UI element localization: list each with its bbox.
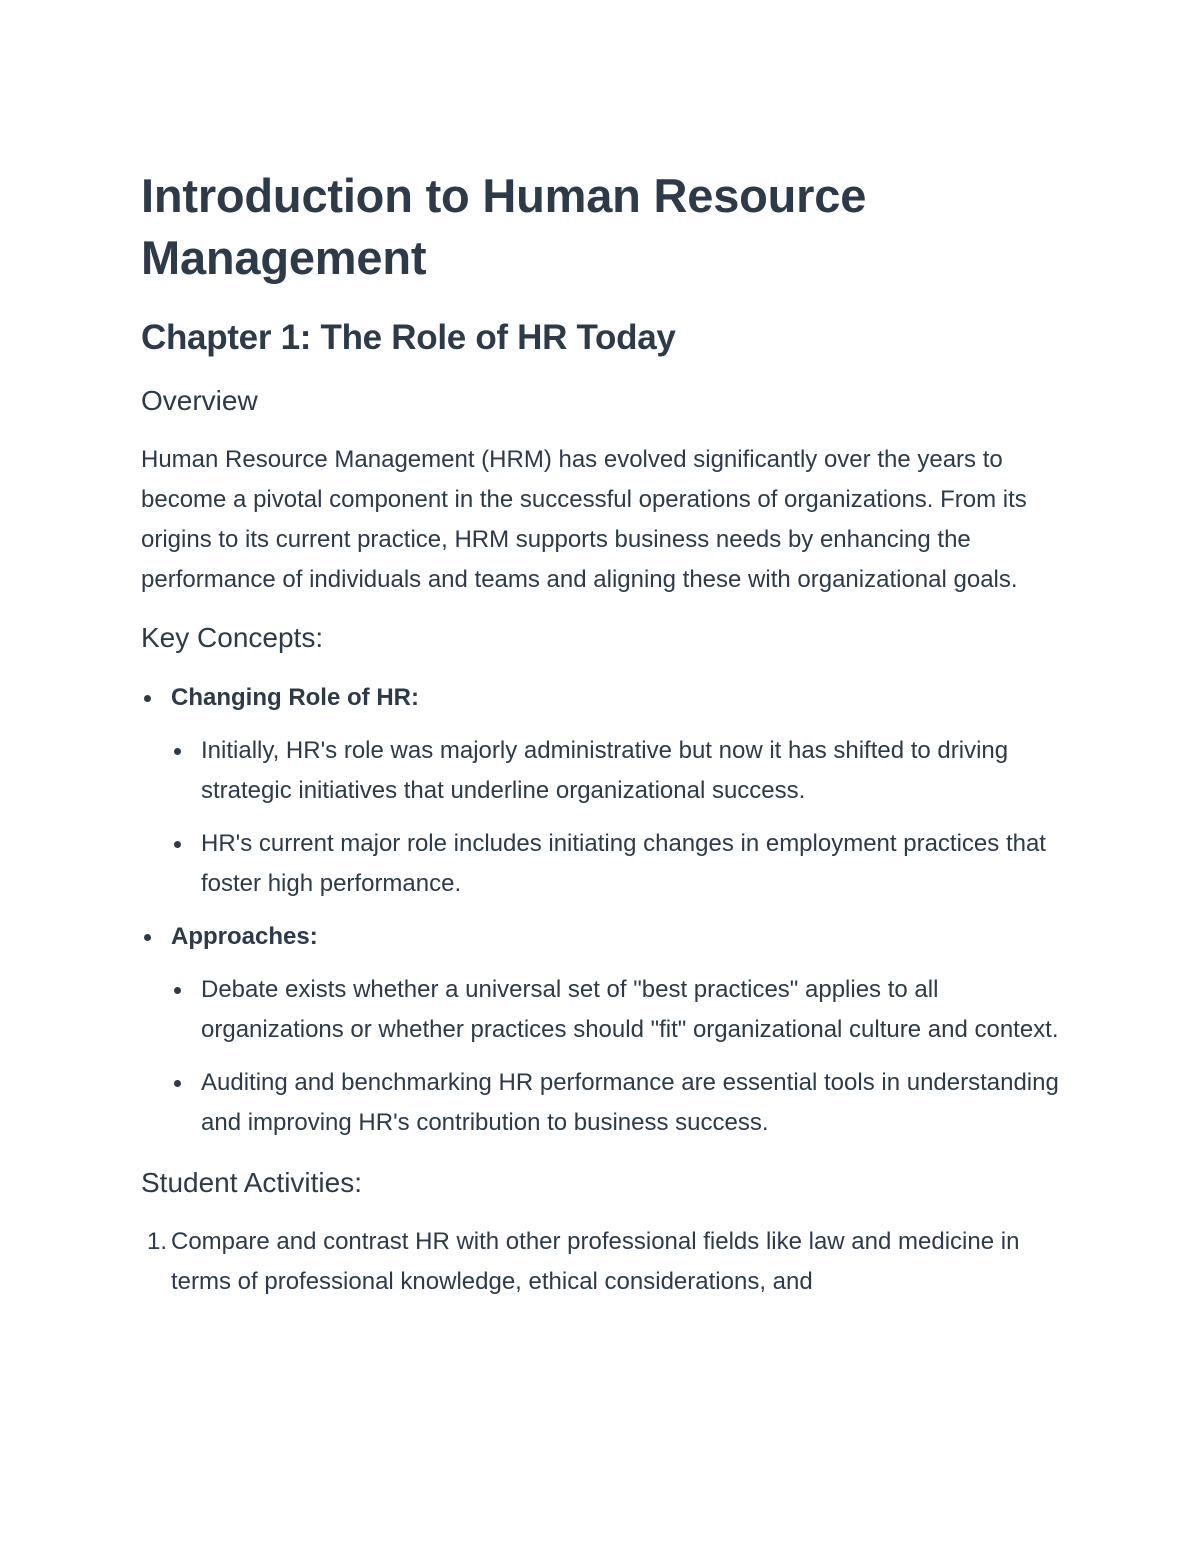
activity-text: Compare and contrast HR with other professional fields like law and medicine in terms of professional knowledge, ethical considerations, and (171, 1228, 1020, 1295)
bullet-icon (174, 748, 181, 755)
key-concept-label: Changing Role of HR: (171, 684, 419, 711)
list-item (171, 731, 1071, 811)
student-activities-list (141, 1222, 1071, 1302)
key-concepts-list (141, 678, 1071, 1143)
key-concept-changing-role (141, 678, 1071, 904)
list-item-text: Initially, HR's role was majorly administrative but now it has shifted to driving strategic initiatives that underline organizational success. (201, 737, 1009, 804)
sub-list (171, 970, 1071, 1143)
document-title: Introduction to Human Resource Management (141, 169, 867, 284)
overview-paragraph: Human Resource Management (HRM) has evolved significantly over the years to become a pivotal component in the successful operations of organizations. From its origins to its current practice, HRM supports business needs by enhancing the performance of individuals and teams and aligning these with organizational goals. (141, 446, 1027, 593)
activity-item (141, 1222, 1071, 1302)
key-concepts-heading: Key Concepts: (141, 622, 324, 653)
document-page (141, 165, 1071, 1302)
key-concept-label: Approaches: (171, 923, 318, 950)
list-item-text: HR's current major role includes initiating changes in employment practices that foster high performance. (201, 830, 1046, 897)
bullet-icon (144, 934, 151, 941)
bullet-icon (174, 987, 181, 994)
bullet-icon (174, 841, 181, 848)
list-item (171, 824, 1071, 904)
list-item-text: Debate exists whether a universal set of "best practices" applies to all organizations or whether practices should "fit" organizational culture and context. (201, 976, 1059, 1043)
chapter-heading: Chapter 1: The Role of HR Today (141, 318, 676, 357)
list-item-text: Auditing and benchmarking HR performance are essential tools in understanding and improving HR's contribution to business success. (201, 1069, 1059, 1136)
list-item (171, 970, 1071, 1050)
key-concept-approaches (141, 917, 1071, 1143)
list-item (171, 1063, 1071, 1143)
sub-list (171, 731, 1071, 904)
bullet-icon (144, 695, 151, 702)
activity-number: 1. (147, 1228, 168, 1255)
overview-heading: Overview (141, 385, 258, 416)
bullet-icon (174, 1080, 181, 1087)
student-activities-heading: Student Activities: (141, 1167, 363, 1198)
